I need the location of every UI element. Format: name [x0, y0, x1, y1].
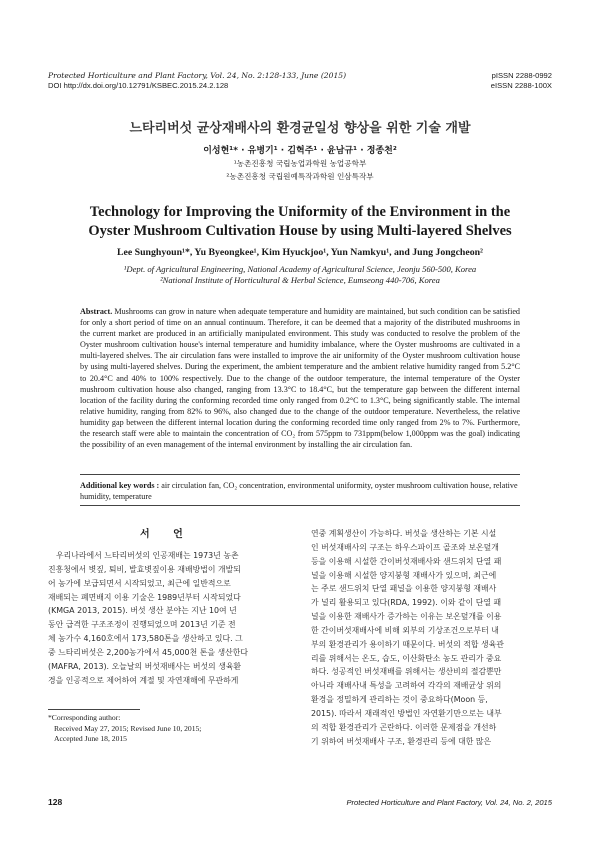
divider-top [80, 474, 520, 475]
left-col-line: 어 농가에 보급되면서 시작되었고, 최근에 일반적으로 [48, 578, 231, 588]
right-col-line: 널을 이용한 재배사가 증가하는 이유는 보온덮개를 이용 [311, 612, 502, 622]
accepted-date: Accepted June 18, 2015 [54, 734, 127, 743]
right-col-line: 널을 이용해 시설한 양지붕형 재배사가 있으며, 최근에 [311, 570, 497, 580]
right-col-line: 2015). 따라서 재래적인 방법인 자연환기만으로는 내부 [311, 708, 502, 718]
abstract-text: Mushrooms can grow in nature when adequate temperature and humidity are maintained, but such condition can be satisfied for only a short period of time on an annual continuum. Therefore, it can be deemed that a majority of the distributed mushrooms in the current market are produced in an artificially manipulated environment. This study was conducted to resolve the problem of the Oyster mushroom cultivation house's internal temperature and humidity imbalance, where the Oyster mushrooms are cultivated in a multi-layered shelves. The air circulation fans were installed to improve the air uniformity of the Oyster mushroom cultivation house by using multi-layered shelves. During the experiment, the ambient temperature and the ambient relative humidity ranged from 5.2°C to 20.4°C and 40% to 100% respectively. Due to the change of the outdoor temperature, the internal temperature of the Oyster mushroom cultivation house also changed, ranging from 13.3°C to 18.4°C, but the temperature gap between the different internal location of the facility during the conforming recorded time only ranged from 0.2°C to 1.3°C, being significantly stable. The internal relative humidity, ranging from 82% to 96%, also changed due to the change of the outdoor temperature. Nevertheless, the relative humidity gap between the different internal location during the conforming recorded time only ranged from 2% to 7%. Furthermore, the research staff were able to maintain the concentration of CO₂ from 575ppm to 731ppm(below 1,000ppm was the goal) indicating the possibility of an even management of the internal environment by installing the air circulation fan. [80, 307, 520, 450]
korean-affiliation-2: ²농촌진흥청 국립원예특작과학원 인삼특작부 [226, 172, 374, 181]
left-col-line: 진흥청에서 볏짚, 퇴비, 발효볏짚이용 재배방법이 개발되 [48, 564, 241, 574]
right-col-line: 연중 계획생산이 가능하다. 버섯을 생산하는 기본 시설 [311, 529, 497, 538]
right-col-line: 리를 위해서는 온도, 습도, 이산화탄소 농도 관리가 중요 [311, 653, 502, 663]
keywords [80, 480, 520, 502]
right-col-line: 의 적합 환경관리가 곤란하다. 이러한 문제점을 개선하 [311, 722, 497, 732]
abstract [80, 306, 520, 450]
keywords-label: Additional key words : [80, 481, 160, 490]
left-col-line: 중 느타리버섯은 2,200농가에서 45,000천 톤을 생산한다 [48, 647, 248, 657]
korean-authors: 이성현¹* · 유병기¹ · 김혁주¹ · 윤남규¹ · 정종천² [203, 146, 397, 156]
right-col-line: 는 주로 샌드위치 단열 패널을 이용한 양지붕형 재배사 [311, 584, 497, 594]
divider-bottom [80, 505, 520, 506]
left-col-line: 경을 인공적으로 제어하여 계절 및 자연재해에 무관하게 [48, 675, 239, 685]
right-column [311, 527, 554, 749]
footnote-rule [48, 709, 140, 710]
journal-citation: Protected Horticulture and Plant Factory, Vol. 24, No. 2:128-133, June (2015) [48, 71, 347, 80]
section-title-introduction: 서 언 [140, 529, 193, 540]
english-authors: Lee Sunghyoun¹*, Yu Byeongkee¹, Kim Hyuckjoo¹, Yun Namkyu¹, and Jung Jongcheon² [116, 247, 483, 258]
right-col-line: 인 버섯재배사의 구조는 하우스파이프 골조와 보온덮개 [311, 542, 499, 552]
pissn: pISSN 2288-0992 [491, 71, 552, 80]
right-col-line: 부의 환경관리가 용이하기 때문이다. 버섯의 적합 생육관 [311, 639, 504, 649]
corresponding-author: *Corresponding author: [48, 713, 121, 722]
english-affiliation-1: ¹Dept. of Agricultural Engineering, National Academy of Agricultural Science, Jeonju 560-500, Korea [123, 264, 477, 274]
korean-affiliation-1: ¹농촌진흥청 국립농업과학원 농업공학부 [233, 159, 367, 168]
right-col-line: 아니라 재배사내 특성을 고려하여 각각의 재배균상 위의 [311, 681, 502, 691]
footnote [48, 713, 201, 745]
left-col-line: 재배되는 폐면배지 이용 기술은 1989년부터 시작되었다 [48, 592, 241, 602]
right-col-line: 등을 이용해 시설한 간이버섯재배사와 샌드위치 단열 패 [311, 556, 502, 566]
footer-journal: Protected Horticulture and Plant Factory, Vol. 24, No. 2, 2015 [346, 798, 552, 807]
korean-title: 느타리버섯 균상재배사의 환경균일성 향상을 위한 기술 개발 [129, 121, 471, 136]
received-dates: Received May 27, 2015; Revised June 10, 2015; [54, 723, 202, 733]
left-col-line: 우리나라에서 느타리버섯의 인공재배는 1973년 농촌 [56, 551, 239, 560]
left-col-line: 체 농가수 4,160호에서 173,580톤을 생산하고 있다. 그 [48, 634, 243, 644]
english-title-line-2: Oyster Mushroom Cultivation House by using Multi-layered Shelves [88, 223, 512, 239]
page-number: 128 [48, 797, 63, 807]
keywords-text: air circulation fan, CO₂ concentration, environmental uniformity, oyster mushroom cultivation house, relative humidity, temperature [80, 481, 518, 502]
abstract-label: Abstract. [80, 307, 113, 316]
right-col-line: 기 위하여 버섯재배사 구조, 환경관리 등에 대한 많은 [311, 736, 492, 746]
left-col-line: (MAFRA, 2013). 오늘날의 버섯재배사는 버섯의 생육환 [48, 661, 242, 671]
left-col-line: 동안 급격한 구조조정이 진행되었으며 2013년 기준 전 [48, 620, 236, 630]
doi-link[interactable]: DOI http://dx.doi.org/10.12791/KSBEC.2015.24.2.128 [48, 81, 229, 90]
right-col-line: 환경을 정밀하게 관리하는 것이 중요하다(Moon 등, [311, 695, 488, 705]
right-col-line: 하다. 성공적인 버섯재배를 위해서는 생산비의 절감뿐만 [311, 667, 502, 677]
english-affiliation-2: ²National Institute of Horticultural & Herbal Science, Eumseong 440-706, Korea [160, 275, 440, 285]
left-column [48, 549, 291, 687]
left-col-line: (KMGA 2013, 2015). 버섯 생산 분야는 지난 10여 년 [48, 606, 237, 616]
eissn: eISSN 2288-100X [490, 81, 552, 90]
right-col-line: 가 널리 활용되고 있다(RDA, 1992). 이와 같이 단열 패 [311, 598, 502, 608]
english-title-line-1: Technology for Improving the Uniformity of the Environment in the [89, 204, 511, 220]
right-col-line: 한 간이버섯재배사에 비해 외부의 기상조건으로부터 내 [311, 625, 499, 635]
